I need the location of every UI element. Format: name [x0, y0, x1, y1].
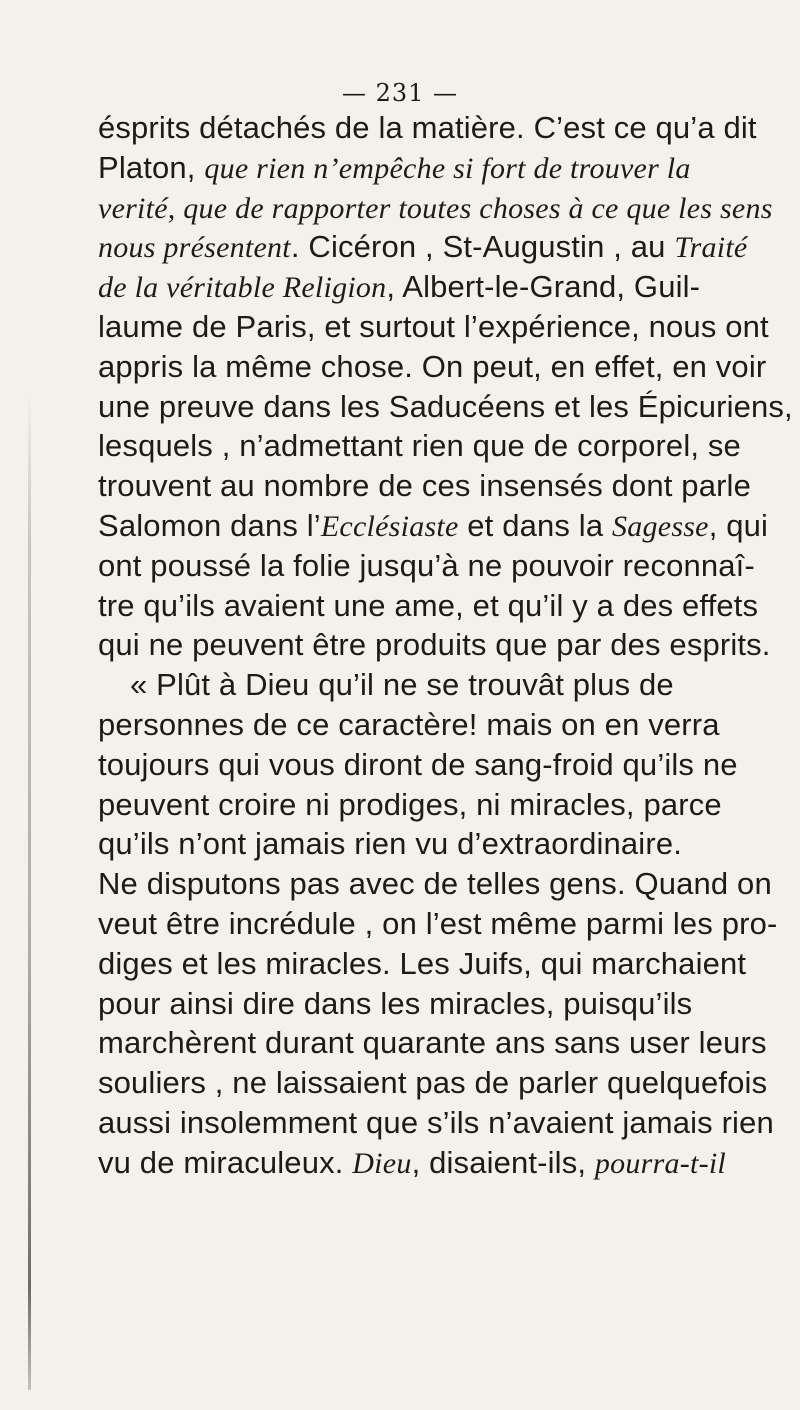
text-segment: . Cicéron , St-Augustin , au	[290, 229, 675, 265]
text-segment: aussi insolemment que s’ils n’avaient jamais rien	[98, 1104, 774, 1140]
text-segment: appris la même chose. On peut, en effet, en voir	[98, 348, 767, 384]
text-line	[98, 188, 773, 228]
text-line	[98, 506, 769, 546]
text-line	[98, 705, 718, 745]
text-segment: Salomon dans l’	[98, 507, 321, 543]
text-line	[98, 1063, 768, 1103]
text-line	[98, 1023, 767, 1063]
italic-segment: de la véritable Religion	[98, 271, 387, 305]
text-segment: diges et les miracles. Les Juifs, qui marchaient	[98, 945, 747, 981]
text-segment: souliers , ne laissaient pas de parler quelquefois	[98, 1065, 768, 1101]
text-line	[98, 984, 718, 1024]
binding-shadow	[28, 390, 31, 1390]
text-segment: qui ne peuvent être produits que par des esprits.	[98, 627, 771, 663]
text-line	[98, 665, 718, 705]
text-segment: personnes de ce caractère! mais on en verra	[98, 706, 720, 742]
text-line	[98, 824, 718, 864]
text-line	[98, 904, 778, 944]
text-segment: « Plût à Dieu qu’il ne se trouvât plus de	[130, 667, 674, 703]
italic-segment: pourra-t-il	[594, 1146, 726, 1180]
text-line	[98, 864, 772, 904]
text-segment: qu’ils n’ont jamais rien vu d’extraordinaire.	[98, 826, 682, 862]
text-segment: toujours qui vous diront de sang-froid qu’ils ne	[98, 746, 738, 782]
text-segment: marchèrent durant quarante ans sans user leurs	[98, 1025, 767, 1061]
text-segment: trouvent au nombre de ces insensés dont parle	[98, 468, 751, 504]
text-segment: tre qu’ils avaient une ame, et qu’il y a des effets	[98, 587, 759, 623]
body-text	[98, 108, 793, 1183]
text-line	[98, 1103, 774, 1143]
text-segment: , Albert-le-Grand, Guil-	[386, 269, 701, 305]
page-number-header: — 231 —	[341, 79, 459, 107]
text-segment: pour ainsi dire dans les miracles, puisqu’ils	[98, 985, 693, 1021]
text-line	[98, 307, 769, 347]
text-segment: et dans la	[458, 507, 612, 543]
text-line	[98, 387, 793, 427]
text-line	[98, 426, 741, 466]
text-line	[98, 227, 748, 267]
text-segment: vu de miraculeux.	[98, 1144, 353, 1180]
text-segment: Platon,	[98, 149, 205, 185]
text-segment: , disaient-ils,	[411, 1144, 595, 1180]
text-line	[98, 745, 738, 785]
text-segment: laume de Paris, et surtout l’expérience, nous ont	[98, 308, 769, 344]
text-segment: peuvent croire ni prodiges, ni miracles, parce	[98, 786, 722, 822]
italic-segment: nous présentent	[98, 231, 291, 265]
text-line	[98, 267, 718, 307]
italic-segment: que rien n’empêche si fort de trouver la	[204, 151, 691, 185]
text-segment: ésprits détachés de la matière. C’est ce qu’a dit	[98, 110, 757, 145]
text-segment: veut être incrédule , on l’est même parmi les pro-	[98, 905, 778, 941]
text-line	[98, 347, 767, 387]
italic-segment: Sagesse	[612, 509, 709, 543]
text-line	[98, 1143, 726, 1183]
italic-segment: verité, que de rapporter toutes choses à ce que les sens	[98, 191, 773, 225]
text-segment: , qui	[708, 507, 769, 543]
italic-segment: Dieu	[352, 1146, 412, 1180]
text-line	[98, 625, 771, 665]
text-line	[98, 108, 757, 148]
italic-segment: Traité	[674, 231, 748, 265]
text-segment: une preuve dans les Saducéens et les Épicuriens,	[98, 388, 793, 424]
text-segment: Ne disputons pas avec de telles gens. Quand on	[98, 866, 772, 902]
text-segment: lesquels , n’admettant rien que de corporel, se	[98, 428, 741, 464]
text-segment: ont poussé la folie jusqu’à ne pouvoir reconnaî-	[98, 547, 755, 583]
text-line	[98, 944, 747, 984]
text-line	[98, 466, 751, 506]
text-line	[98, 148, 718, 188]
text-line	[98, 785, 722, 825]
text-line	[98, 586, 759, 626]
text-line	[98, 546, 755, 586]
italic-segment: Ecclésiaste	[320, 509, 459, 543]
